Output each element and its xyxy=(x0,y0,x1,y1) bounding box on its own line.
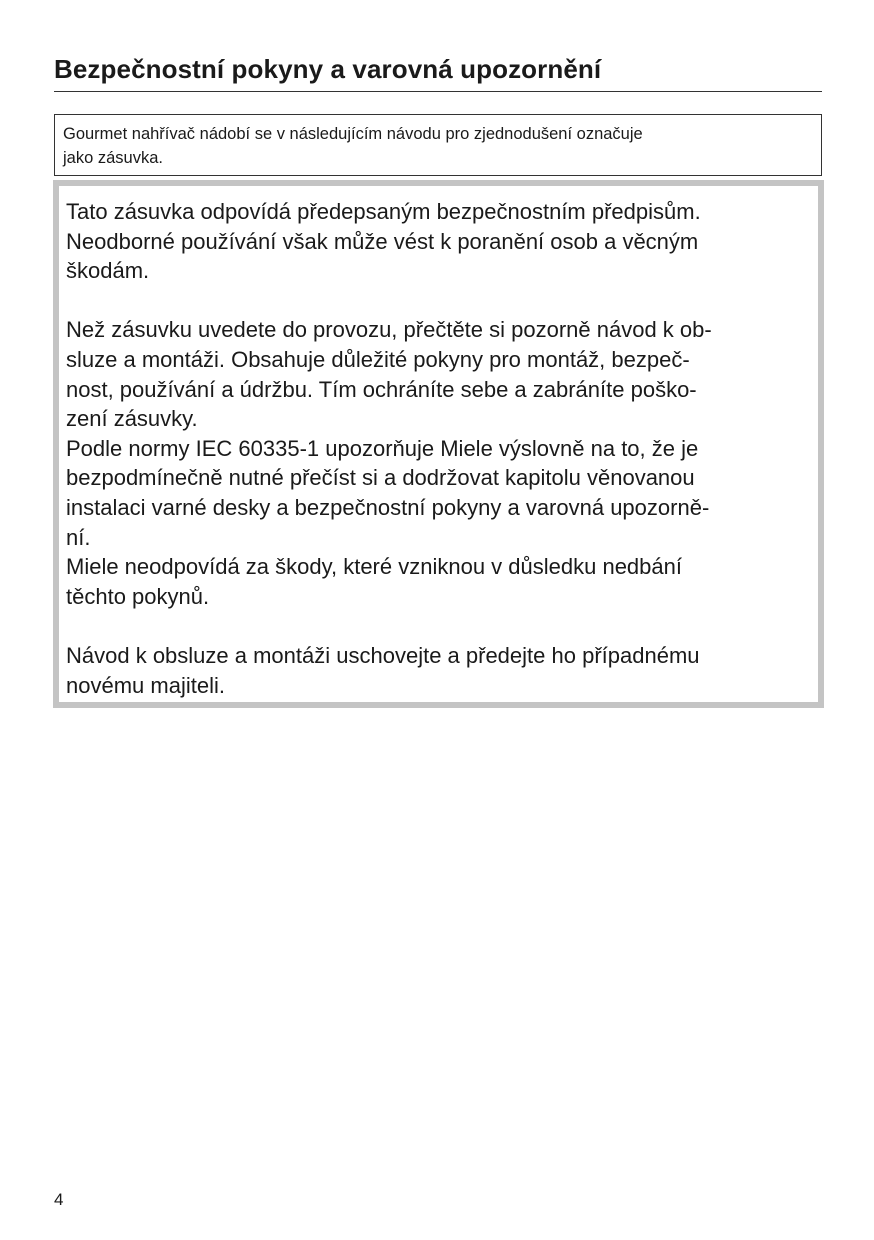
text-line: Podle normy IEC 60335-1 upozorňuje Miele výslovně na to, že je xyxy=(66,435,699,461)
text-line: Miele neodpovídá za škody, které vzniknou v důsledku nedbání xyxy=(66,554,682,580)
text-line: těchto pokynů. xyxy=(66,583,210,609)
page-title: Bezpečnostní pokyny a varovná upozornění xyxy=(54,54,602,84)
text-line: instalaci varné desky a bezpečnostní pokyny a varovná upozorně- xyxy=(66,494,710,520)
warning-paragraph-read-manual xyxy=(66,315,811,433)
warning-paragraph-keep-manual xyxy=(66,641,811,700)
text-line: Než zásuvku uvedete do provozu, přečtěte si pozorně návod k ob- xyxy=(66,317,712,343)
text-line: Tato zásuvka odpovídá předepsaným bezpečnostním předpisům. xyxy=(66,199,701,224)
page-number: 4 xyxy=(54,1190,64,1209)
safety-warning-box xyxy=(53,180,824,708)
text-line: zení zásuvky. xyxy=(66,406,198,432)
text-line: novému majiteli. xyxy=(66,672,225,698)
note-box xyxy=(54,114,822,176)
note-line: jako zásuvka. xyxy=(63,149,163,167)
text-line: sluze a montáži. Obsahuje důležité pokyny pro montáž, bezpeč- xyxy=(66,346,690,372)
warning-paragraph-iec-norm xyxy=(66,434,811,552)
text-line: Neodborné používání však může vést k poranění osob a věcným xyxy=(66,228,699,254)
warning-paragraph-liability xyxy=(66,552,811,611)
title-divider xyxy=(54,91,822,92)
text-line: ní. xyxy=(66,524,91,550)
text-line: Návod k obsluze a montáži uschovejte a předejte ho případnému xyxy=(66,642,700,668)
note-line: Gourmet nahřívač nádobí se v následujícím návodu pro zjednodušení označuje xyxy=(63,125,643,143)
text-line: škodám. xyxy=(66,258,150,284)
text-line: bezpodmínečně nutné přečíst si a dodržovat kapitolu věnovanou xyxy=(66,465,695,491)
warning-paragraph-compliance xyxy=(66,197,811,286)
text-line: nost, používání a údržbu. Tím ochráníte sebe a zabráníte poško- xyxy=(66,376,697,402)
